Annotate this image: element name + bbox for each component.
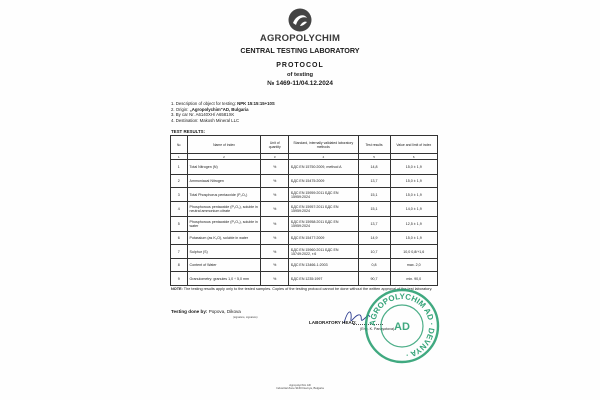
table-row: 3 Total Phosphorus pentaoxide (P₂O₅) % БДС EN 15959:2011 БДС EN 15959:2024 15,1 15,0 ± 1,9 — [171, 188, 438, 202]
info-line-object: 1. Description of object for testing: NPK 15:15:15+10S — [171, 101, 275, 106]
signature-caption: (signature, signature) — [233, 316, 258, 319]
column-number: 5 — [358, 154, 390, 160]
column-number: 3 — [261, 154, 289, 160]
company-stamp-icon — [364, 288, 440, 364]
footer-company: Agropolychim AD — [289, 383, 311, 387]
column-number: 2 — [187, 154, 261, 160]
lab-title: CENTRAL TESTING LABORATORY — [240, 46, 360, 55]
header-result: Test results — [358, 136, 390, 154]
header-method: Standard, internally validated laboratory methods — [289, 136, 359, 154]
stamp-ring-text: AGROPOLYCHIM AD · DEVNYA · — [367, 291, 437, 360]
table-row: 5 Phosphorous pentaoxide (P₂O₅), soluble in water % БДС EN 15958:2011 БДС EN 15959:2024 13,7 12,5 ± 1,9 — [171, 217, 438, 232]
protocol-number: № 1469-11/04.12.2024 — [267, 80, 333, 87]
laboratory-head-label: LABORATORY HEAD: — [309, 320, 357, 325]
table-row: 6 Potassium (as K₂O), soluble in water % БДС EN 15477:2009 14,9 15,0 ± 1,9 — [171, 232, 438, 245]
table-row: 4 Phosphorous pentaoxide (P₂O₅), soluble in neutral ammonium citrate % БДС EN 15957:2011 БДС EN 15959:2024 15,1 14,0 ± 1,9 — [171, 202, 438, 217]
column-number: 6 — [390, 154, 437, 160]
table-row: 8 Content of Water % БДС EN 13466-1:2003 0,8 max. 2,0 — [171, 259, 438, 272]
stamp-center-text: AD — [394, 321, 410, 333]
table-row: 1 Total Nitrogen (N) % БДС EN 15750:2009, method A 14,8 15,0 ± 1,9 — [171, 160, 438, 175]
column-number: 1 — [171, 154, 188, 160]
logo-mark-icon — [288, 8, 312, 32]
table-row: 2 Ammoniacal Nitrogen % БДС EN 15475:2009 13,7 15,0 ± 1,9 — [171, 175, 438, 188]
object-info — [171, 101, 275, 123]
header-limit: Value and limit of index — [390, 136, 437, 154]
page-footer — [0, 384, 600, 391]
testing-done-by: Testing done by: Popova, Dikova — [171, 309, 241, 314]
header-no: № — [171, 136, 188, 154]
info-line-car: 3. By car Nr. A6140XH/ A6581XK — [171, 112, 235, 118]
laboratory-head-name: (Eng. K. Panayotova) — [360, 327, 395, 331]
column-number: 4 — [289, 154, 359, 160]
header-index: Name of index — [187, 136, 261, 154]
table-row: 7 Sulphur (S) % БДС EN 15960:2011 БДС EN 15749:2022, т.6 10,7 10,0 0,8/+1,6 — [171, 245, 438, 259]
footer-address: Industrial Zone 9160 Devnya, Bulgaria — [276, 386, 324, 391]
info-line-destination: 4. Destination: Makosh Mineral LLC — [171, 117, 240, 123]
logo-text: AGROPOLYCHIM — [259, 33, 341, 44]
protocol-subtitle: of testing — [286, 72, 314, 78]
info-line-origin: 2. Origin: „Agropolychim"AD, Bulgaria — [171, 106, 249, 112]
note-text: NOTE: The testing results apply only to the tested samples. Copies of the testing protocol cannot be done without the written approval of the test laboratory. — [171, 287, 433, 291]
test-results-label: TEST RESULTS: — [171, 129, 206, 134]
protocol-title: PROTOCOL — [276, 62, 324, 69]
table-row: 9 Granulometry: granules 1,0 ÷ 5,0 mm % БДС EN 1235:1997 90,7 min. 90,0 — [171, 272, 438, 286]
test-results-table — [170, 135, 438, 286]
header-unit: Unit of quantity — [261, 136, 289, 154]
table-header-row — [171, 136, 438, 154]
